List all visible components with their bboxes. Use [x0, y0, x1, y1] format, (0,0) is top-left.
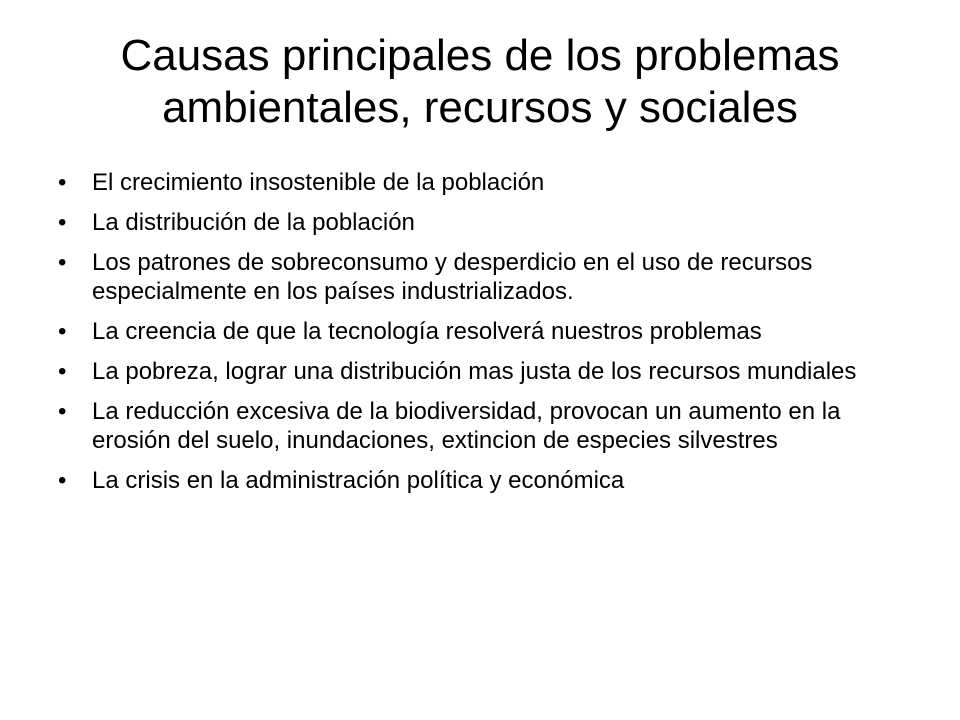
bullet-item: [58, 208, 918, 237]
bullet-item: [58, 168, 918, 197]
bullet-dot-icon: •: [58, 358, 67, 385]
bullet-list: [58, 168, 918, 506]
bullet-text: La pobreza, lograr una distribución mas justa de los recursos mundiales: [92, 358, 857, 385]
bullet-item: [58, 317, 918, 346]
bullet-text: El crecimiento insostenible de la población: [92, 169, 545, 196]
bullet-dot-icon: •: [58, 249, 67, 276]
bullet-item: [58, 466, 918, 495]
bullet-text: La distribución de la población: [92, 209, 415, 236]
bullet-text: Los patrones de sobreconsumo y desperdicio en el uso de recursos especialmente en los países industrializados.: [92, 249, 813, 305]
bullet-dot-icon: •: [58, 209, 67, 236]
bullet-dot-icon: •: [58, 467, 67, 494]
bullet-text: La creencia de que la tecnología resolverá nuestros problemas: [92, 318, 762, 345]
bullet-item: [58, 357, 918, 386]
bullet-text: La crisis en la administración política y económica: [92, 467, 625, 494]
bullet-item: [58, 397, 918, 455]
bullet-text: La reducción excesiva de la biodiversidad, provocan un aumento en la erosión del suelo, inundaciones, extincion de especies silvestres: [92, 398, 841, 454]
bullet-dot-icon: •: [58, 398, 67, 425]
bullet-dot-icon: •: [58, 318, 67, 345]
bullet-item: [58, 248, 918, 306]
slide-title: Causas principales de los problemas ambientales, recursos y sociales: [120, 31, 840, 132]
bullet-dot-icon: •: [58, 169, 67, 196]
